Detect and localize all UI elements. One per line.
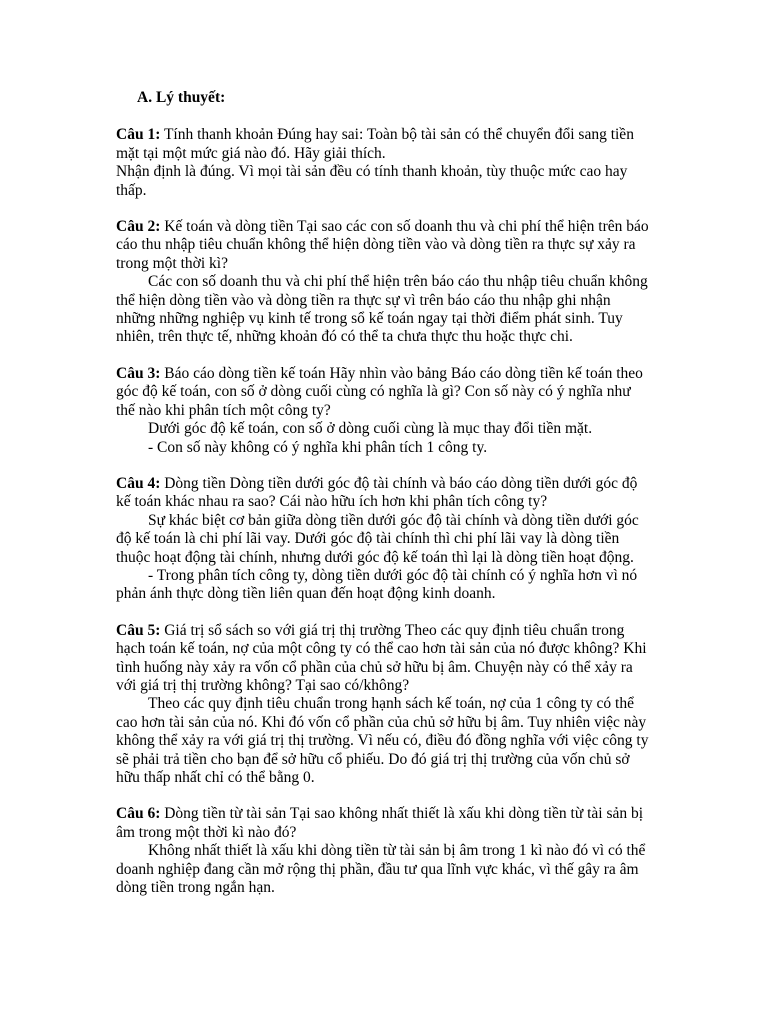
question-body: Tính thanh khoản Đúng hay sai: Toàn bộ tài sản có thể chuyển đổi sang tiền mặt tại một mức giá nào đó. Hãy giải thích. — [116, 126, 634, 162]
question-body: Báo cáo dòng tiền kế toán Hãy nhìn vào bảng Báo cáo dòng tiền kế toán theo góc độ kế toán, con số ở dòng cuối cùng có nghĩa là gì? Con số này có ý nghĩa như thế nào khi phân tích một công ty? — [116, 364, 643, 419]
question-number: Câu 2: — [116, 218, 161, 236]
question-text — [116, 365, 652, 420]
question-4 — [116, 475, 652, 604]
question-text — [116, 126, 652, 163]
question-body: Dòng tiền Dòng tiền dưới góc độ tài chính và báo cáo dòng tiền dưới góc độ kế toán khác nhau ra sao? Cái nào hữu ích hơn khi phân tích công ty? — [116, 474, 638, 511]
question-text — [116, 622, 652, 696]
question-2 — [116, 218, 652, 347]
section-heading: A. Lý thuyết: — [137, 89, 226, 106]
answer-paragraph: - Trong phân tích công ty, dòng tiền dưới góc độ tài chính có ý nghĩa hơn vì nó phản ánh thực dòng tiền liên quan đến hoạt động kinh doanh. — [116, 566, 638, 603]
question-number: Câu 5: — [116, 621, 161, 639]
answer-paragraph: Theo các quy định tiêu chuẩn trong hạnh sách kế toán, nợ của 1 công ty có thể cao hơn tài sản của nó. Khi đó vốn cổ phần của chủ sở hữu bị âm. Tuy nhiên việc này không thể xảy ra với giá trị thị trường. Vì nếu có, điều đó đồng nghĩa với việc công ty sẽ phải trả tiền cho bạn để sở hữu cổ phiếu. Do đó giá trị thị trường của vốn chủ sở hữu thấp nhất chỉ có thể bằng 0. — [116, 695, 649, 786]
question-5 — [116, 622, 652, 788]
document-content — [116, 89, 652, 915]
question-body: Dòng tiền từ tài sản Tại sao không nhất thiết là xấu khi dòng tiền từ tài sản bị âm trong một thời kì nào đó? — [116, 805, 644, 841]
answer-paragraph: Các con số doanh thu và chi phí thể hiện trên báo cáo thu nhập tiêu chuẩn không thể hiện dòng tiền vào và dòng tiền ra thực sự vì trên báo cáo thu nhập ghi nhận những những nghiệp vụ kinh tế trong sổ kế toán ngay tại thời điểm phát sinh. Tuy nhiên, trên thực tế, những khoản đó có thể ta chưa thực thu hoặc thực chi. — [116, 273, 648, 346]
question-number: Câu 3: — [116, 364, 161, 382]
answer-paragraph: Nhận định là đúng. Vì mọi tài sản đều có tính thanh khoản, tùy thuộc mức cao hay thấp. — [116, 163, 628, 199]
question-text — [116, 805, 652, 842]
question-number: Câu 1: — [116, 126, 161, 144]
question-3 — [116, 365, 652, 457]
question-text — [116, 218, 652, 273]
answer-paragraph: Dưới góc độ kế toán, con số ở dòng cuối cùng là mục thay đổi tiền mặt. — [148, 420, 593, 438]
question-6 — [116, 805, 652, 897]
question-body: Giá trị sổ sách so với giá trị thị trường Theo các quy định tiêu chuẩn trong hạch toán kế toán, nợ của một công ty có thể cao hơn tài sản của nó được không? Khi tình huống này xảy ra vốn cổ phần của chủ sở hữu bị âm. Chuyện này có thể xảy ra với giá trị thị trường không? Tại sao có/không? — [116, 621, 647, 694]
question-text — [116, 475, 652, 512]
question-number: Câu 6: — [116, 805, 161, 823]
question-number: Câu 4: — [116, 474, 161, 492]
answer-paragraph: Không nhất thiết là xấu khi dòng tiền từ tài sản bị âm trong 1 kì nào đó vì có thể doanh nghiệp đang cần mở rộng thị phần, đầu tư qua lĩnh vực khác, vì thế gây ra âm dòng tiền trong ngắn hạn. — [116, 842, 646, 897]
question-1 — [116, 126, 652, 200]
answer-paragraph: Sự khác biệt cơ bản giữa dòng tiền dưới góc độ tài chính và dòng tiền dưới góc độ kế toán là chi phí lãi vay. Dưới góc độ tài chính thì chi phí lãi vay là dòng tiền thuộc hoạt động tài chính, nhưng dưới góc độ kế toán thì lại là dòng tiền hoạt động. — [116, 511, 639, 566]
question-body: Kế toán và dòng tiền Tại sao các con số doanh thu và chi phí thể hiện trên báo cáo thu nhập tiêu chuẩn không thể hiện dòng tiền vào và dòng tiền ra thực sự xảy ra trong một thời kì? — [116, 218, 649, 272]
answer-paragraph: - Con số này không có ý nghĩa khi phân tích 1 công ty. — [148, 438, 488, 456]
